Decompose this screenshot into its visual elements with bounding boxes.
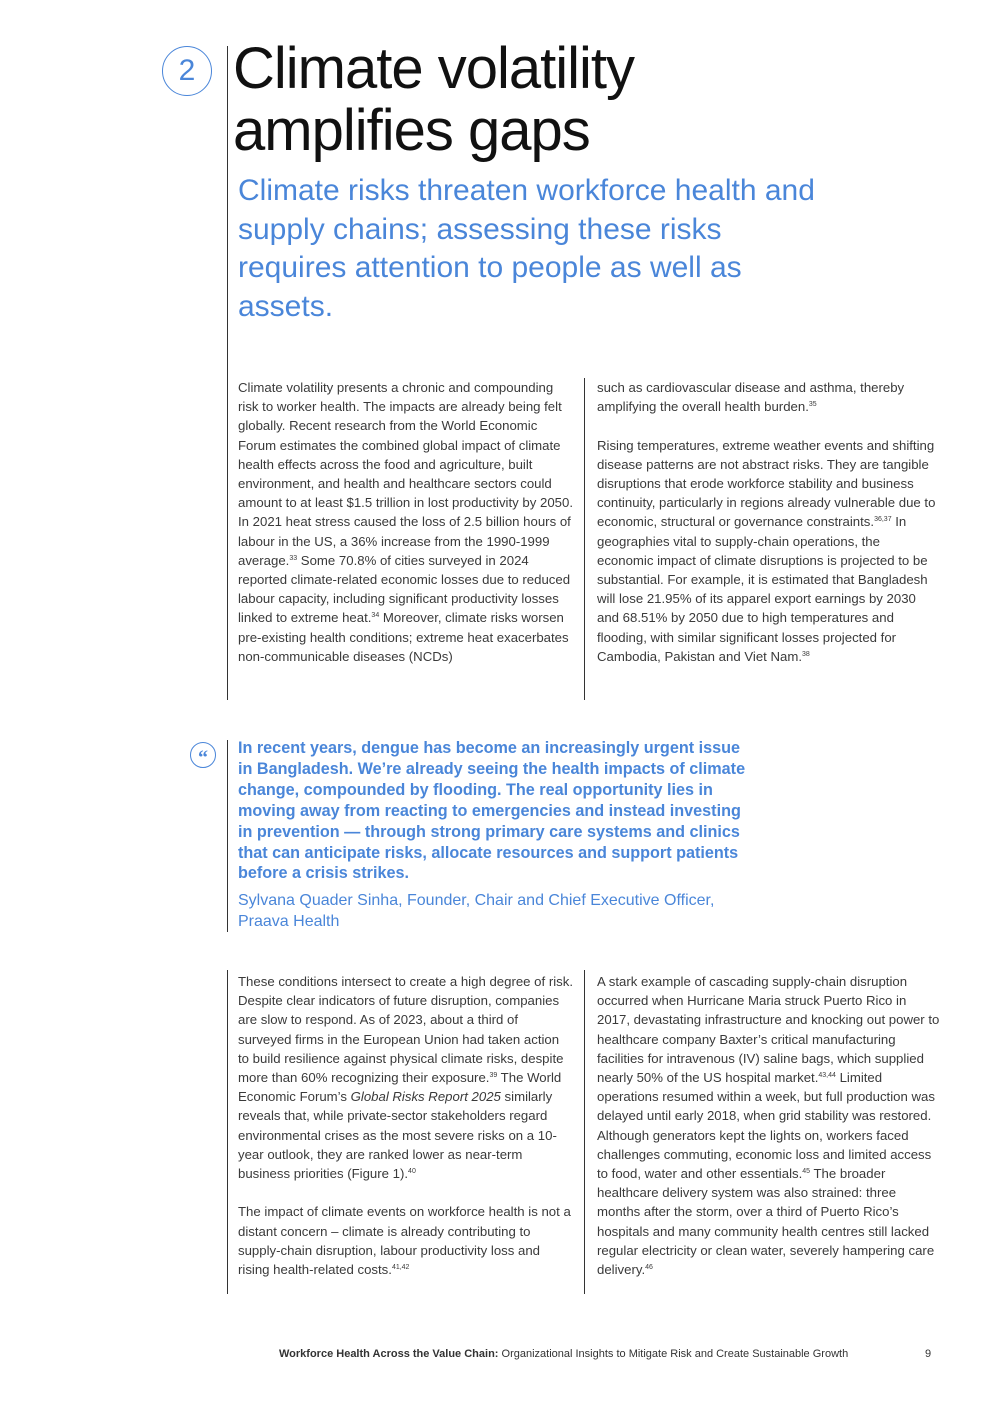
paragraph: These conditions intersect to create a high degree of risk. Despite clear indicators of future disruption, companies are slow to respond. As of 2023, about a third of surveyed firms in the European Union had taken action to build resilience against physical climate risks, despite more than 60% recognizing their exposure.$^{39}$ The World Economic Forum’s Global Risks Report 2025 similarly reveals that, while private-sector stakeholders regard environmental crises as the most severe risks on a 10-year outlook, they are ranked lower as near-term business priorities (Figure 1).$^{40}$ — [238, 974, 573, 1182]
chapter-number-badge: 2 — [162, 46, 212, 96]
vertical-rule — [227, 46, 228, 700]
paragraph: A stark example of cascading supply-chain disruption occurred when Hurricane Maria struck Puerto Rico in 2017, devastating infrastructure and knocking out power to healthcare company Baxter’s critical manufacturing facilities for intravenous (IV) saline bags, which supplied nearly 50% of the US hospital market.$^{43,44}$ Limited operations resumed within a week, but full production was delayed until early 2018, when grid stability was restored. Although generators kept the lights on, workers faced challenges commuting, economic loss and limited access to food, water and other essentials.$^{45}$ The broader healthcare delivery system was also strained: three months after the storm, over a third of Puerto Rico’s hospitals and many community health centres still lacked regular electricity or clean water, severely hampering care delivery.$^{46}$ — [597, 974, 940, 1278]
footnote-ref: 46 — [645, 1264, 653, 1272]
footnote-ref: 41,42 — [391, 1264, 410, 1272]
page-number: 9 — [925, 1348, 932, 1360]
column-divider — [584, 970, 585, 1294]
body-column-bottom-right — [597, 972, 942, 1279]
body-column-top-right — [597, 378, 937, 666]
paragraph: Climate volatility presents a chronic and compounding risk to worker health. The impacts are already being felt globally. Recent research from the World Economic Forum estimates the combined global impact of climate health effects across the food and agriculture, built environment, and health and healthcare sectors could amount to at least $1.5 trillion in lost productivity by 2050. In 2021 heat stress caused the loss of 2.5 billion hours of labour in the US, a 36% increase from the 1990-1999 average.$^{33}$ Some 70.8% of cities surveyed in 2024 reported climate-related economic losses due to reduced labour capacity, including significant productivity losses linked to extreme heat.$^{34}$ Moreover, climate risks worsen pre-existing health conditions; extreme heat exacerbates non-communicable diseases (NCDs) — [238, 380, 573, 664]
footer-report-title: Workforce Health Across the Value Chain: — [279, 1348, 499, 1360]
vertical-rule — [227, 740, 228, 932]
report-title-italic: Global Risks Report 2025 — [350, 1089, 501, 1105]
footnote-ref: 40 — [408, 1168, 416, 1176]
body-column-bottom-left — [238, 972, 573, 1279]
column-divider — [584, 378, 585, 700]
page-subtitle: Climate risks threaten workforce health and supply chains; assessing these risks requires attention to people as well as assets. — [238, 174, 815, 323]
paragraph: Rising temperatures, extreme weather events and shifting disease patterns are not abstract risks. They are tangible disruptions that erode workforce stability and business continuity, particularly in regions already vulnerable due to economic, structural or governance constraints.$^{36,37}$ In geographies vital to supply-chain operations, the economic impact of climate disruptions is projected to be substantial. For example, it is estimated that Bangladesh will lose 21.95% of its apparel export earnings by 2030 and 68.51% by 2050 due to high temperatures and flooding, with similar significant losses projected for Cambodia, Pakistan and Viet Nam.$^{38}$ — [597, 437, 936, 664]
body-column-top-left — [238, 378, 573, 666]
page-title: Climate volatility amplifies gaps — [233, 36, 634, 163]
pull-quote-attribution: Sylvana Quader Sinha, Founder, Chair and Chief Executive Officer, Praava Health — [238, 892, 715, 930]
footnote-ref: 34 — [371, 612, 380, 620]
footnote-ref: 43,44 — [818, 1072, 836, 1080]
paragraph: such as cardiovascular disease and asthma, thereby amplifying the overall health burden.$^{35}$ — [597, 380, 905, 415]
footer-report-subtitle: Organizational Insights to Mitigate Risk and Create Sustainable Growth — [498, 1348, 849, 1360]
vertical-rule — [227, 970, 228, 1294]
footnote-ref: 39 — [489, 1072, 498, 1080]
footnote-ref: 35 — [808, 401, 817, 409]
page-footer — [279, 1346, 959, 1362]
paragraph: The impact of climate events on workforce health is not a distant concern – climate is already contributing to supply-chain disruption, labour productivity loss and rising health-related costs.$^{41,42}$ — [238, 1204, 571, 1278]
footnote-ref: 38 — [802, 650, 810, 658]
pull-quote-text: In recent years, dengue has become an increasingly urgent issue in Bangladesh. We’re already seeing the health impacts of climate change, compounded by flooding. The real opportunity lies in moving away from reacting to emergencies and instead investing in prevention — through strong primary care systems and clinics that can anticipate risks, allocate resources and support patients before a crisis strikes. — [238, 739, 746, 883]
footnote-ref: 36,37 — [874, 516, 892, 524]
footnote-ref: 33 — [289, 554, 298, 562]
quote-mark-icon: “ — [190, 742, 216, 768]
footnote-ref: 45 — [802, 1168, 811, 1176]
